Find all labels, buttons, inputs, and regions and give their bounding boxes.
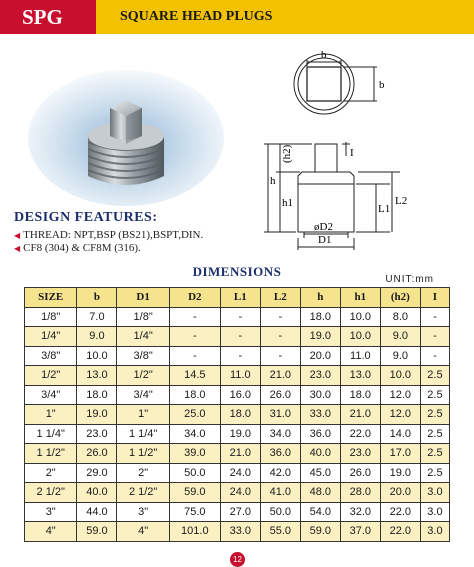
table-cell: - bbox=[169, 346, 220, 366]
table-cell: 3/8" bbox=[117, 346, 169, 366]
table-cell: 18.0 bbox=[169, 385, 220, 405]
column-header: h bbox=[300, 288, 340, 308]
table-row bbox=[25, 463, 450, 483]
size-cell: 4" bbox=[25, 522, 77, 542]
table-cell: 2.5 bbox=[420, 405, 449, 425]
size-cell: 3/8" bbox=[25, 346, 77, 366]
table-cell: 13.0 bbox=[77, 366, 117, 386]
table-cell: 24.0 bbox=[220, 463, 260, 483]
table-cell: 19.0 bbox=[77, 405, 117, 425]
column-header: h1 bbox=[340, 288, 380, 308]
table-cell: 3" bbox=[117, 502, 169, 522]
table-cell: - bbox=[220, 327, 260, 347]
table-cell: 23.0 bbox=[77, 424, 117, 444]
table-cell: 14.5 bbox=[169, 366, 220, 386]
table-cell: 32.0 bbox=[340, 502, 380, 522]
column-header: L1 bbox=[220, 288, 260, 308]
size-cell: 2" bbox=[25, 463, 77, 483]
table-cell: 44.0 bbox=[77, 502, 117, 522]
table-row bbox=[25, 522, 450, 542]
product-photo bbox=[26, 48, 226, 206]
column-header: D2 bbox=[169, 288, 220, 308]
table-cell: 25.0 bbox=[169, 405, 220, 425]
table-row bbox=[25, 483, 450, 503]
table-cell: 4" bbox=[117, 522, 169, 542]
dim-label-h2: (h2) bbox=[281, 144, 293, 163]
table-cell: 26.0 bbox=[77, 444, 117, 464]
table-cell: 3.0 bbox=[420, 502, 449, 522]
bullet-triangle-icon: ◀ bbox=[14, 231, 21, 240]
column-header: b bbox=[77, 288, 117, 308]
table-cell: 19.0 bbox=[300, 327, 340, 347]
table-cell: 16.0 bbox=[220, 385, 260, 405]
dim-label-d2: øD2 bbox=[314, 221, 333, 233]
table-cell: - bbox=[420, 307, 449, 327]
table-row bbox=[25, 366, 450, 386]
table-cell: 1 1/4" bbox=[117, 424, 169, 444]
table-cell: - bbox=[220, 346, 260, 366]
technical-drawing bbox=[250, 44, 460, 254]
column-header: D1 bbox=[117, 288, 169, 308]
table-cell: 10.0 bbox=[340, 327, 380, 347]
table-cell: - bbox=[169, 327, 220, 347]
column-header: L2 bbox=[260, 288, 300, 308]
size-cell: 1 1/2" bbox=[25, 444, 77, 464]
table-cell: 37.0 bbox=[340, 522, 380, 542]
size-cell: 3/4" bbox=[25, 385, 77, 405]
dim-label-h: h bbox=[270, 175, 276, 187]
dim-label-d1: D1 bbox=[318, 234, 332, 246]
table-cell: 18.0 bbox=[340, 385, 380, 405]
table-cell: 20.0 bbox=[300, 346, 340, 366]
table-cell: 2.5 bbox=[420, 444, 449, 464]
table-cell: 21.0 bbox=[260, 366, 300, 386]
table-cell: - bbox=[420, 327, 449, 347]
table-cell: 18.0 bbox=[300, 307, 340, 327]
square-head-plug-photo bbox=[26, 48, 226, 206]
dimensions-table bbox=[24, 287, 450, 542]
table-cell: 26.0 bbox=[260, 385, 300, 405]
table-cell: 28.0 bbox=[340, 483, 380, 503]
size-cell: 2 1/2" bbox=[25, 483, 77, 503]
dim-label-b-side: b bbox=[379, 79, 385, 91]
table-cell: 22.0 bbox=[380, 502, 420, 522]
table-cell: 3.0 bbox=[420, 483, 449, 503]
unit-label: UNIT:mm bbox=[385, 274, 434, 285]
table-cell: 50.0 bbox=[260, 502, 300, 522]
table-cell: 3/4" bbox=[117, 385, 169, 405]
table-cell: 1/4" bbox=[117, 327, 169, 347]
table-cell: 17.0 bbox=[380, 444, 420, 464]
table-cell: 40.0 bbox=[300, 444, 340, 464]
table-cell: 9.0 bbox=[380, 327, 420, 347]
table-cell: 19.0 bbox=[220, 424, 260, 444]
table-cell: 29.0 bbox=[77, 463, 117, 483]
dim-label-h1: h1 bbox=[282, 197, 293, 209]
table-cell: 21.0 bbox=[220, 444, 260, 464]
page-title: SQUARE HEAD PLUGS bbox=[96, 0, 474, 34]
design-features bbox=[14, 210, 254, 255]
table-cell: 10.0 bbox=[380, 366, 420, 386]
column-header: I bbox=[420, 288, 449, 308]
table-cell: 10.0 bbox=[77, 346, 117, 366]
table-cell: 13.0 bbox=[340, 366, 380, 386]
size-cell: 1/4" bbox=[25, 327, 77, 347]
table-row bbox=[25, 405, 450, 425]
table-cell: 8.0 bbox=[380, 307, 420, 327]
table-cell: 36.0 bbox=[260, 444, 300, 464]
size-cell: 1/8" bbox=[25, 307, 77, 327]
feature-item bbox=[14, 229, 254, 242]
table-cell: - bbox=[220, 307, 260, 327]
table-cell: 23.0 bbox=[300, 366, 340, 386]
table-row bbox=[25, 444, 450, 464]
brand-logo: SPG bbox=[0, 0, 96, 34]
dim-label-l2: L2 bbox=[395, 195, 408, 207]
table-cell: 2.5 bbox=[420, 366, 449, 386]
table-cell: 23.0 bbox=[340, 444, 380, 464]
table-cell: 9.0 bbox=[380, 346, 420, 366]
table-cell: - bbox=[260, 327, 300, 347]
table-cell: 21.0 bbox=[340, 405, 380, 425]
table-cell: 33.0 bbox=[300, 405, 340, 425]
table-cell: 7.0 bbox=[77, 307, 117, 327]
table-cell: 55.0 bbox=[260, 522, 300, 542]
table-cell: 54.0 bbox=[300, 502, 340, 522]
table-cell: 59.0 bbox=[169, 483, 220, 503]
table-cell: 22.0 bbox=[380, 522, 420, 542]
table-cell: 48.0 bbox=[300, 483, 340, 503]
table-cell: 39.0 bbox=[169, 444, 220, 464]
table-cell: 26.0 bbox=[340, 463, 380, 483]
table-row bbox=[25, 424, 450, 444]
table-cell: 3.0 bbox=[420, 522, 449, 542]
size-cell: 1/2" bbox=[25, 366, 77, 386]
size-cell: 1" bbox=[25, 405, 77, 425]
features-title: DESIGN FEATURES: bbox=[14, 210, 158, 225]
table-cell: 2 1/2" bbox=[117, 483, 169, 503]
table-cell: 20.0 bbox=[380, 483, 420, 503]
page-header bbox=[0, 0, 474, 34]
table-cell: 2.5 bbox=[420, 463, 449, 483]
table-row bbox=[25, 502, 450, 522]
table-cell: 36.0 bbox=[300, 424, 340, 444]
dimensions-title: DIMENSIONS bbox=[192, 264, 282, 279]
table-cell: - bbox=[260, 346, 300, 366]
column-header: (h2) bbox=[380, 288, 420, 308]
table-cell: 34.0 bbox=[169, 424, 220, 444]
table-cell: 34.0 bbox=[260, 424, 300, 444]
dim-label-i: I bbox=[350, 147, 354, 159]
table-cell: 1/2" bbox=[117, 366, 169, 386]
table-cell: 42.0 bbox=[260, 463, 300, 483]
size-cell: 1 1/4" bbox=[25, 424, 77, 444]
table-cell: 9.0 bbox=[77, 327, 117, 347]
table-cell: 30.0 bbox=[300, 385, 340, 405]
table-cell: 27.0 bbox=[220, 502, 260, 522]
table-cell: 22.0 bbox=[340, 424, 380, 444]
table-cell: 24.0 bbox=[220, 483, 260, 503]
feature-text: CF8 (304) & CF8M (316). bbox=[23, 242, 141, 254]
table-cell: 2" bbox=[117, 463, 169, 483]
column-header: SIZE bbox=[25, 288, 77, 308]
table-cell: 12.0 bbox=[380, 405, 420, 425]
table-cell: 59.0 bbox=[77, 522, 117, 542]
feature-text: THREAD: NPT,BSP (BS21),BSPT,DIN. bbox=[23, 229, 204, 241]
dim-label-b-top: b bbox=[321, 49, 327, 61]
table-cell: 12.0 bbox=[380, 385, 420, 405]
top-view bbox=[294, 54, 377, 114]
table-cell: 75.0 bbox=[169, 502, 220, 522]
table-row bbox=[25, 346, 450, 366]
table-cell: 59.0 bbox=[300, 522, 340, 542]
feature-item bbox=[14, 242, 254, 255]
table-cell: 41.0 bbox=[260, 483, 300, 503]
table-cell: 1" bbox=[117, 405, 169, 425]
table-cell: 40.0 bbox=[77, 483, 117, 503]
table-cell: 1 1/2" bbox=[117, 444, 169, 464]
table-cell: 2.5 bbox=[420, 424, 449, 444]
bullet-triangle-icon: ◀ bbox=[14, 244, 21, 253]
table-row bbox=[25, 385, 450, 405]
table-cell: 45.0 bbox=[300, 463, 340, 483]
table-row bbox=[25, 307, 450, 327]
table-cell: - bbox=[169, 307, 220, 327]
table-cell: 14.0 bbox=[380, 424, 420, 444]
table-header-row bbox=[25, 288, 450, 308]
size-cell: 3" bbox=[25, 502, 77, 522]
table-cell: 10.0 bbox=[340, 307, 380, 327]
table-cell: 101.0 bbox=[169, 522, 220, 542]
table-cell: 11.0 bbox=[340, 346, 380, 366]
table-cell: 18.0 bbox=[77, 385, 117, 405]
table-cell: 33.0 bbox=[220, 522, 260, 542]
table-cell: - bbox=[420, 346, 449, 366]
table-cell: 1/8" bbox=[117, 307, 169, 327]
table-cell: 2.5 bbox=[420, 385, 449, 405]
table-cell: 50.0 bbox=[169, 463, 220, 483]
page-number: 12 bbox=[230, 552, 245, 567]
dim-label-l1: L1 bbox=[378, 203, 391, 215]
table-cell: 11.0 bbox=[220, 366, 260, 386]
table-cell: 19.0 bbox=[380, 463, 420, 483]
table-cell: - bbox=[260, 307, 300, 327]
table-row bbox=[25, 327, 450, 347]
table-cell: 18.0 bbox=[220, 405, 260, 425]
table-cell: 31.0 bbox=[260, 405, 300, 425]
